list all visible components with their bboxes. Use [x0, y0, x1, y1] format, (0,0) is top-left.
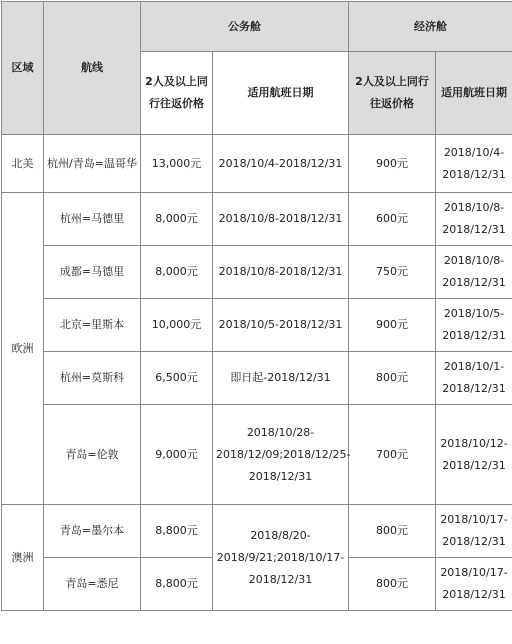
- table-row: [2, 193, 512, 246]
- economy-price-cell: 900元: [349, 299, 436, 352]
- business-dates-cell: 2018/8/20-2018/9/21;2018/10/17-2018/12/31: [213, 505, 349, 611]
- business-price-cell: 9,000元: [141, 405, 213, 505]
- route-cell: 杭州/青岛=温哥华: [44, 135, 141, 193]
- economy-price-cell: 800元: [349, 352, 436, 405]
- business-price-cell: 6,500元: [141, 352, 213, 405]
- fare-table: [1, 1, 512, 611]
- route-cell: 青岛=墨尔本: [44, 505, 141, 558]
- economy-price-cell: 800元: [349, 505, 436, 558]
- header-region: 区域: [2, 2, 44, 135]
- business-price-cell: 8,000元: [141, 246, 213, 299]
- route-cell: 杭州=马德里: [44, 193, 141, 246]
- business-dates-cell: 2018/10/28-2018/12/09;2018/12/25-2018/12/31: [213, 405, 349, 505]
- header-business-class: 公务舱: [141, 2, 349, 52]
- header-business-price: 2人及以上同行往返价格: [141, 52, 213, 135]
- economy-dates-cell: 2018/10/17-2018/12/31: [436, 558, 512, 611]
- economy-dates-cell: 2018/10/4-2018/12/31: [436, 135, 512, 193]
- header-economy-class: 经济舱: [349, 2, 512, 52]
- route-cell: 青岛=悉尼: [44, 558, 141, 611]
- business-dates-cell: 2018/10/8-2018/12/31: [213, 246, 349, 299]
- business-dates-cell: 即日起-2018/12/31: [213, 352, 349, 405]
- region-australia: 澳洲: [2, 505, 44, 611]
- economy-price-cell: 900元: [349, 135, 436, 193]
- business-price-cell: 8,800元: [141, 505, 213, 558]
- economy-dates-cell: 2018/10/1-2018/12/31: [436, 352, 512, 405]
- header-route: 航线: [44, 2, 141, 135]
- header-economy-dates: 适用航班日期: [436, 52, 512, 135]
- business-price-cell: 8,000元: [141, 193, 213, 246]
- table-row: [2, 246, 512, 299]
- table-row: [2, 135, 512, 193]
- route-cell: 成都=马德里: [44, 246, 141, 299]
- economy-dates-cell: 2018/10/12-2018/12/31: [436, 405, 512, 505]
- business-price-cell: 10,000元: [141, 299, 213, 352]
- business-dates-cell: 2018/10/4-2018/12/31: [213, 135, 349, 193]
- table-row: [2, 352, 512, 405]
- header-economy-price: 2人及以上同行往返价格: [349, 52, 436, 135]
- route-cell: 北京=里斯本: [44, 299, 141, 352]
- economy-dates-cell: 2018/10/17-2018/12/31: [436, 505, 512, 558]
- economy-price-cell: 750元: [349, 246, 436, 299]
- economy-dates-cell: 2018/10/8-2018/12/31: [436, 193, 512, 246]
- economy-price-cell: 700元: [349, 405, 436, 505]
- header-business-dates: 适用航班日期: [213, 52, 349, 135]
- economy-price-cell: 800元: [349, 558, 436, 611]
- table-row: [2, 299, 512, 352]
- table-row: [2, 405, 512, 505]
- route-cell: 青岛=伦敦: [44, 405, 141, 505]
- route-cell: 杭州=莫斯科: [44, 352, 141, 405]
- business-price-cell: 13,000元: [141, 135, 213, 193]
- business-dates-cell: 2018/10/8-2018/12/31: [213, 193, 349, 246]
- region-europe: 欧洲: [2, 193, 44, 505]
- table-row: [2, 505, 512, 558]
- business-dates-cell: 2018/10/5-2018/12/31: [213, 299, 349, 352]
- region-north-america: 北美: [2, 135, 44, 193]
- economy-price-cell: 600元: [349, 193, 436, 246]
- economy-dates-cell: 2018/10/5-2018/12/31: [436, 299, 512, 352]
- economy-dates-cell: 2018/10/8-2018/12/31: [436, 246, 512, 299]
- business-price-cell: 8,800元: [141, 558, 213, 611]
